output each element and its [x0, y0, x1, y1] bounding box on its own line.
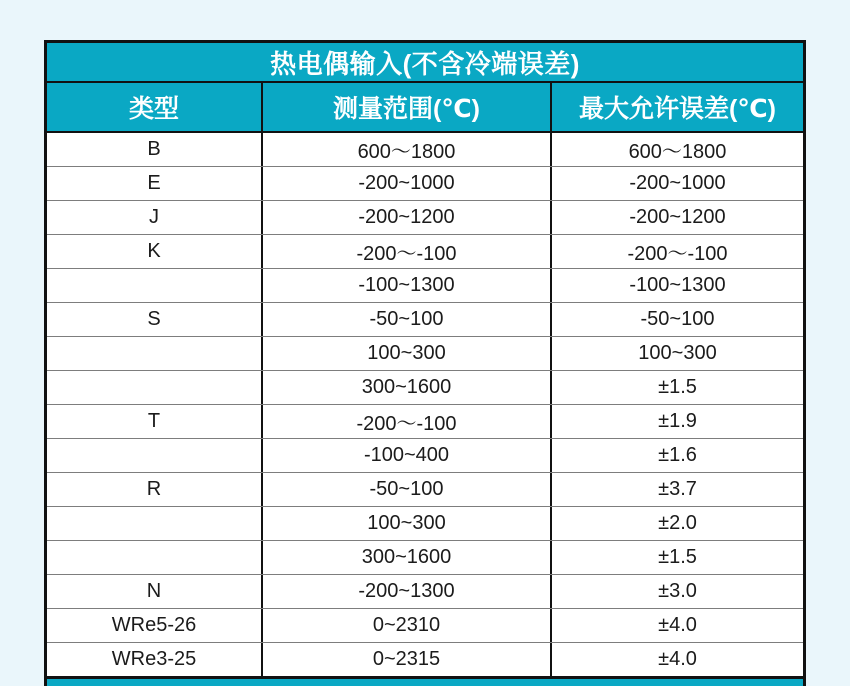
range-cell: -200~1000	[261, 167, 550, 200]
table-row	[47, 438, 803, 472]
table-row	[47, 608, 803, 642]
type-cell: E	[147, 172, 161, 194]
table-row	[47, 336, 803, 370]
range-cell: 100~300	[261, 337, 550, 370]
table-row	[47, 302, 803, 336]
type-cell: N	[146, 580, 162, 602]
table-title: 热电偶输入(不含冷端误差)	[47, 43, 803, 83]
type-cell: R	[146, 478, 162, 500]
table-row	[47, 472, 803, 506]
table-body	[47, 133, 803, 676]
type-cell: J	[149, 206, 159, 228]
error-cell: 600～1800	[550, 133, 803, 166]
error-cell: ±1.5	[550, 541, 803, 574]
error-cell: -200~1000	[550, 167, 803, 200]
range-cell: -50~100	[261, 473, 550, 506]
type-cell: K	[147, 240, 161, 262]
table-row	[47, 268, 803, 302]
error-cell: -100~1300	[550, 269, 803, 302]
range-cell: 600～1800	[261, 133, 550, 166]
range-cell: 0~2310	[261, 609, 550, 642]
range-cell: -200~1300	[261, 575, 550, 608]
error-cell: ±3.7	[550, 473, 803, 506]
error-cell: ±1.6	[550, 439, 803, 472]
error-cell: ±4.0	[550, 643, 803, 676]
error-cell: ±1.5	[550, 371, 803, 404]
next-section-strip	[44, 679, 806, 686]
table-row	[47, 166, 803, 200]
error-cell: ±3.0	[550, 575, 803, 608]
range-cell: -200~1200	[261, 201, 550, 234]
column-header-max-error: 最大允许误差(℃)	[550, 83, 803, 131]
table-row	[47, 200, 803, 234]
error-cell: -50~100	[550, 303, 803, 336]
table-header-row	[47, 83, 803, 133]
range-cell: -200～-100	[261, 235, 550, 268]
table-row	[47, 540, 803, 574]
range-cell: 300~1600	[261, 371, 550, 404]
table-row	[47, 404, 803, 438]
type-cell: S	[147, 308, 161, 330]
table-row	[47, 574, 803, 608]
type-cell	[47, 269, 261, 302]
thermocouple-spec-table	[44, 40, 806, 679]
column-header-type: 类型	[128, 95, 179, 123]
type-cell	[47, 439, 261, 472]
range-cell: -100~1300	[261, 269, 550, 302]
range-cell: 100~300	[261, 507, 550, 540]
error-cell: ±4.0	[550, 609, 803, 642]
error-cell: ±2.0	[550, 507, 803, 540]
type-cell: WRe5-26	[111, 614, 197, 636]
type-cell	[47, 507, 261, 540]
type-cell	[47, 337, 261, 370]
error-cell: 100~300	[550, 337, 803, 370]
type-cell	[47, 541, 261, 574]
table-row	[47, 234, 803, 268]
error-cell: -200～-100	[550, 235, 803, 268]
column-header-range: 测量范围(℃)	[261, 83, 550, 131]
range-cell: -200～-100	[261, 405, 550, 438]
table-row	[47, 642, 803, 676]
error-cell: -200~1200	[550, 201, 803, 234]
type-cell: WRe3-25	[111, 648, 197, 670]
table-row	[47, 370, 803, 404]
range-cell: 0~2315	[261, 643, 550, 676]
table-row	[47, 133, 803, 166]
error-cell: ±1.9	[550, 405, 803, 438]
type-cell: B	[147, 138, 161, 160]
type-cell	[47, 371, 261, 404]
range-cell: -100~400	[261, 439, 550, 472]
table-row	[47, 506, 803, 540]
range-cell: 300~1600	[261, 541, 550, 574]
range-cell: -50~100	[261, 303, 550, 336]
type-cell: T	[147, 410, 161, 432]
